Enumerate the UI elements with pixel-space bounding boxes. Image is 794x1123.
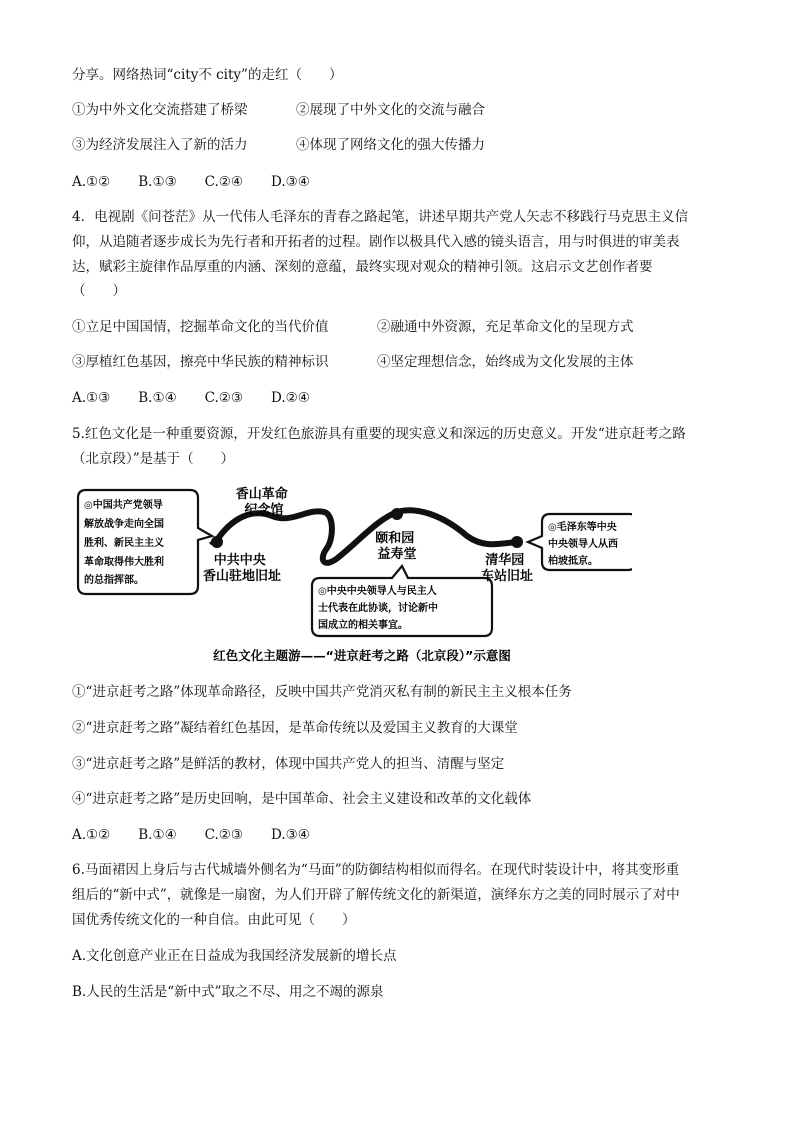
q4-option-2: ②融通中外资源，充足革命文化的呈现方式 <box>377 319 634 335</box>
q4-choice-d: D.②④ <box>271 390 310 406</box>
left-line-2: 解放战争走向全国 <box>84 519 164 530</box>
right-line-1: ◎毛泽东等中央 <box>548 522 617 533</box>
q5-option-2: ②“进京赶考之路”凝结着红色基因，是革命传统以及爱国主义教育的大课堂 <box>72 720 518 736</box>
q6-stem-line1: 6.马面裙因上身后与古代城墙外侧名为“马面”的防御结构相似而得名。在现代时装设计中，将其变形重 <box>72 862 680 878</box>
q3-option-4: ④体现了网络文化的强大传播力 <box>296 137 485 153</box>
q5-choice-a: A.①② <box>72 827 111 843</box>
q3-options-row2 <box>72 136 485 154</box>
q4-choice-c: C.②③ <box>204 390 244 406</box>
q3-stem: 分享。网络热词“city不 city”的走红（ ） <box>72 67 343 83</box>
q4-option-4: ④坚定理想信念，始终成为文化发展的主体 <box>377 354 634 370</box>
label-xiangshan-museum: 香山革命 纪念馆 <box>235 487 288 518</box>
q5-choices <box>72 826 338 844</box>
label-xiangshan-site: 中共中央 香山驻地旧址 <box>202 553 282 584</box>
q4-option-3: ③厚植红色基因，擦亮中华民族的精神标识 <box>72 354 329 370</box>
left-line-4: 革命取得伟大胜利 <box>84 557 164 568</box>
q4-option-1: ①立足中国国情，挖掘革命文化的当代价值 <box>72 319 329 335</box>
right-line-3: 柏坡抵京。 <box>548 556 598 567</box>
q5-stem-line1: 5.红色文化是一种重要资源，开发红色旅游具有重要的现实意义和深远的历史意义。开发“进京赶考之路 <box>72 426 686 442</box>
q5-choice-c: C.②③ <box>204 827 244 843</box>
q3-choice-c: C.②④ <box>204 174 244 190</box>
xiangshan-marker <box>211 536 223 548</box>
q3-option-2: ②展现了中外文化的交流与融合 <box>296 102 485 118</box>
q6-option-b: B.人民的生活是“新中式”取之不尽、用之不竭的源泉 <box>72 984 384 1000</box>
q3-choice-b: B.①③ <box>138 174 177 190</box>
q6-stem-line2: 组后的“新中式”，就像是一扇窗，为人们开辟了解传统文化的新渠道，演绎东方之美的同时展示了对中 <box>72 887 680 903</box>
q4-options-row1 <box>72 318 634 336</box>
q3-option-1: ①为中外文化交流搭建了桥梁 <box>72 102 248 118</box>
q3-options-row1 <box>72 101 485 119</box>
label-yiheyuan: 颐和园 益寿堂 <box>375 531 417 562</box>
q6-option-a: A.文化创意产业正在日益成为我国经济发展新的增长点 <box>72 948 397 964</box>
diagram-caption: 红色文化主题游——“进京赶考之路（北京段）”示意图 <box>213 648 511 663</box>
qinghuayuan-marker <box>511 536 523 548</box>
q3-choice-d: D.③④ <box>271 174 310 190</box>
q5-choice-b: B.①④ <box>138 827 177 843</box>
yiheyuan-marker <box>391 508 403 520</box>
q4-options-row2 <box>72 353 634 371</box>
q5-option-1: ①“进京赶考之路”体现革命路径，反映中国共产党消灭私有制的新民主主义根本任务 <box>72 684 572 700</box>
q4-stem-line3: 达，赋彩主旋律作品厚重的内涵、深刻的意蕴，最终实现对观众的精神引领。这启示文艺创作者要 <box>72 259 653 275</box>
left-line-5: 的总指挥部。 <box>84 575 144 586</box>
center-line-2: 士代表在此协谈，讨论新中 <box>318 603 438 614</box>
center-line-3: 国成立的相关事宜。 <box>318 620 408 631</box>
red-route-diagram <box>72 478 632 668</box>
q4-stem-line1: 4．电视剧《问苍茫》从一代伟人毛泽东的青春之路起笔，讲述早期共产党人矢志不移践行马克思主义信 <box>72 209 689 225</box>
q5-stem-line2: （北京段）”是基于（ ） <box>72 451 235 467</box>
label-qinghuayuan: 清华园 车站旧址 <box>480 553 534 584</box>
q3-choices <box>72 173 338 191</box>
right-line-2: 中央领导人从西 <box>548 539 618 550</box>
q3-option-3: ③为经济发展注入了新的活力 <box>72 137 248 153</box>
q3-choice-a: A.①② <box>72 174 111 190</box>
left-line-1: ◎中国共产党领导 <box>84 500 163 511</box>
q4-choices <box>72 389 338 407</box>
q4-stem-line2: 仰，从追随者逐步成长为先行者和开拓者的过程。剧作以极具代入感的镜头语言，用与时俱进的审美表 <box>72 234 680 250</box>
left-line-3: 胜利、新民主主义 <box>84 538 164 549</box>
q5-option-4: ④“进京赶考之路”是历史回响，是中国革命、社会主义建设和改革的文化载体 <box>72 791 532 807</box>
q5-option-3: ③“进京赶考之路”是鲜活的教材，体现中国共产党人的担当、清醒与坚定 <box>72 756 505 772</box>
q5-choice-d: D.③④ <box>271 827 310 843</box>
q4-choice-b: B.①④ <box>138 390 177 406</box>
q4-stem-line4: （ ） <box>72 283 126 299</box>
center-line-1: ◎中央中央领导人与民主人 <box>318 586 437 597</box>
q6-stem-line3: 国优秀传统文化的一种自信。由此可见（ ） <box>72 912 356 928</box>
q4-choice-a: A.①③ <box>72 390 111 406</box>
